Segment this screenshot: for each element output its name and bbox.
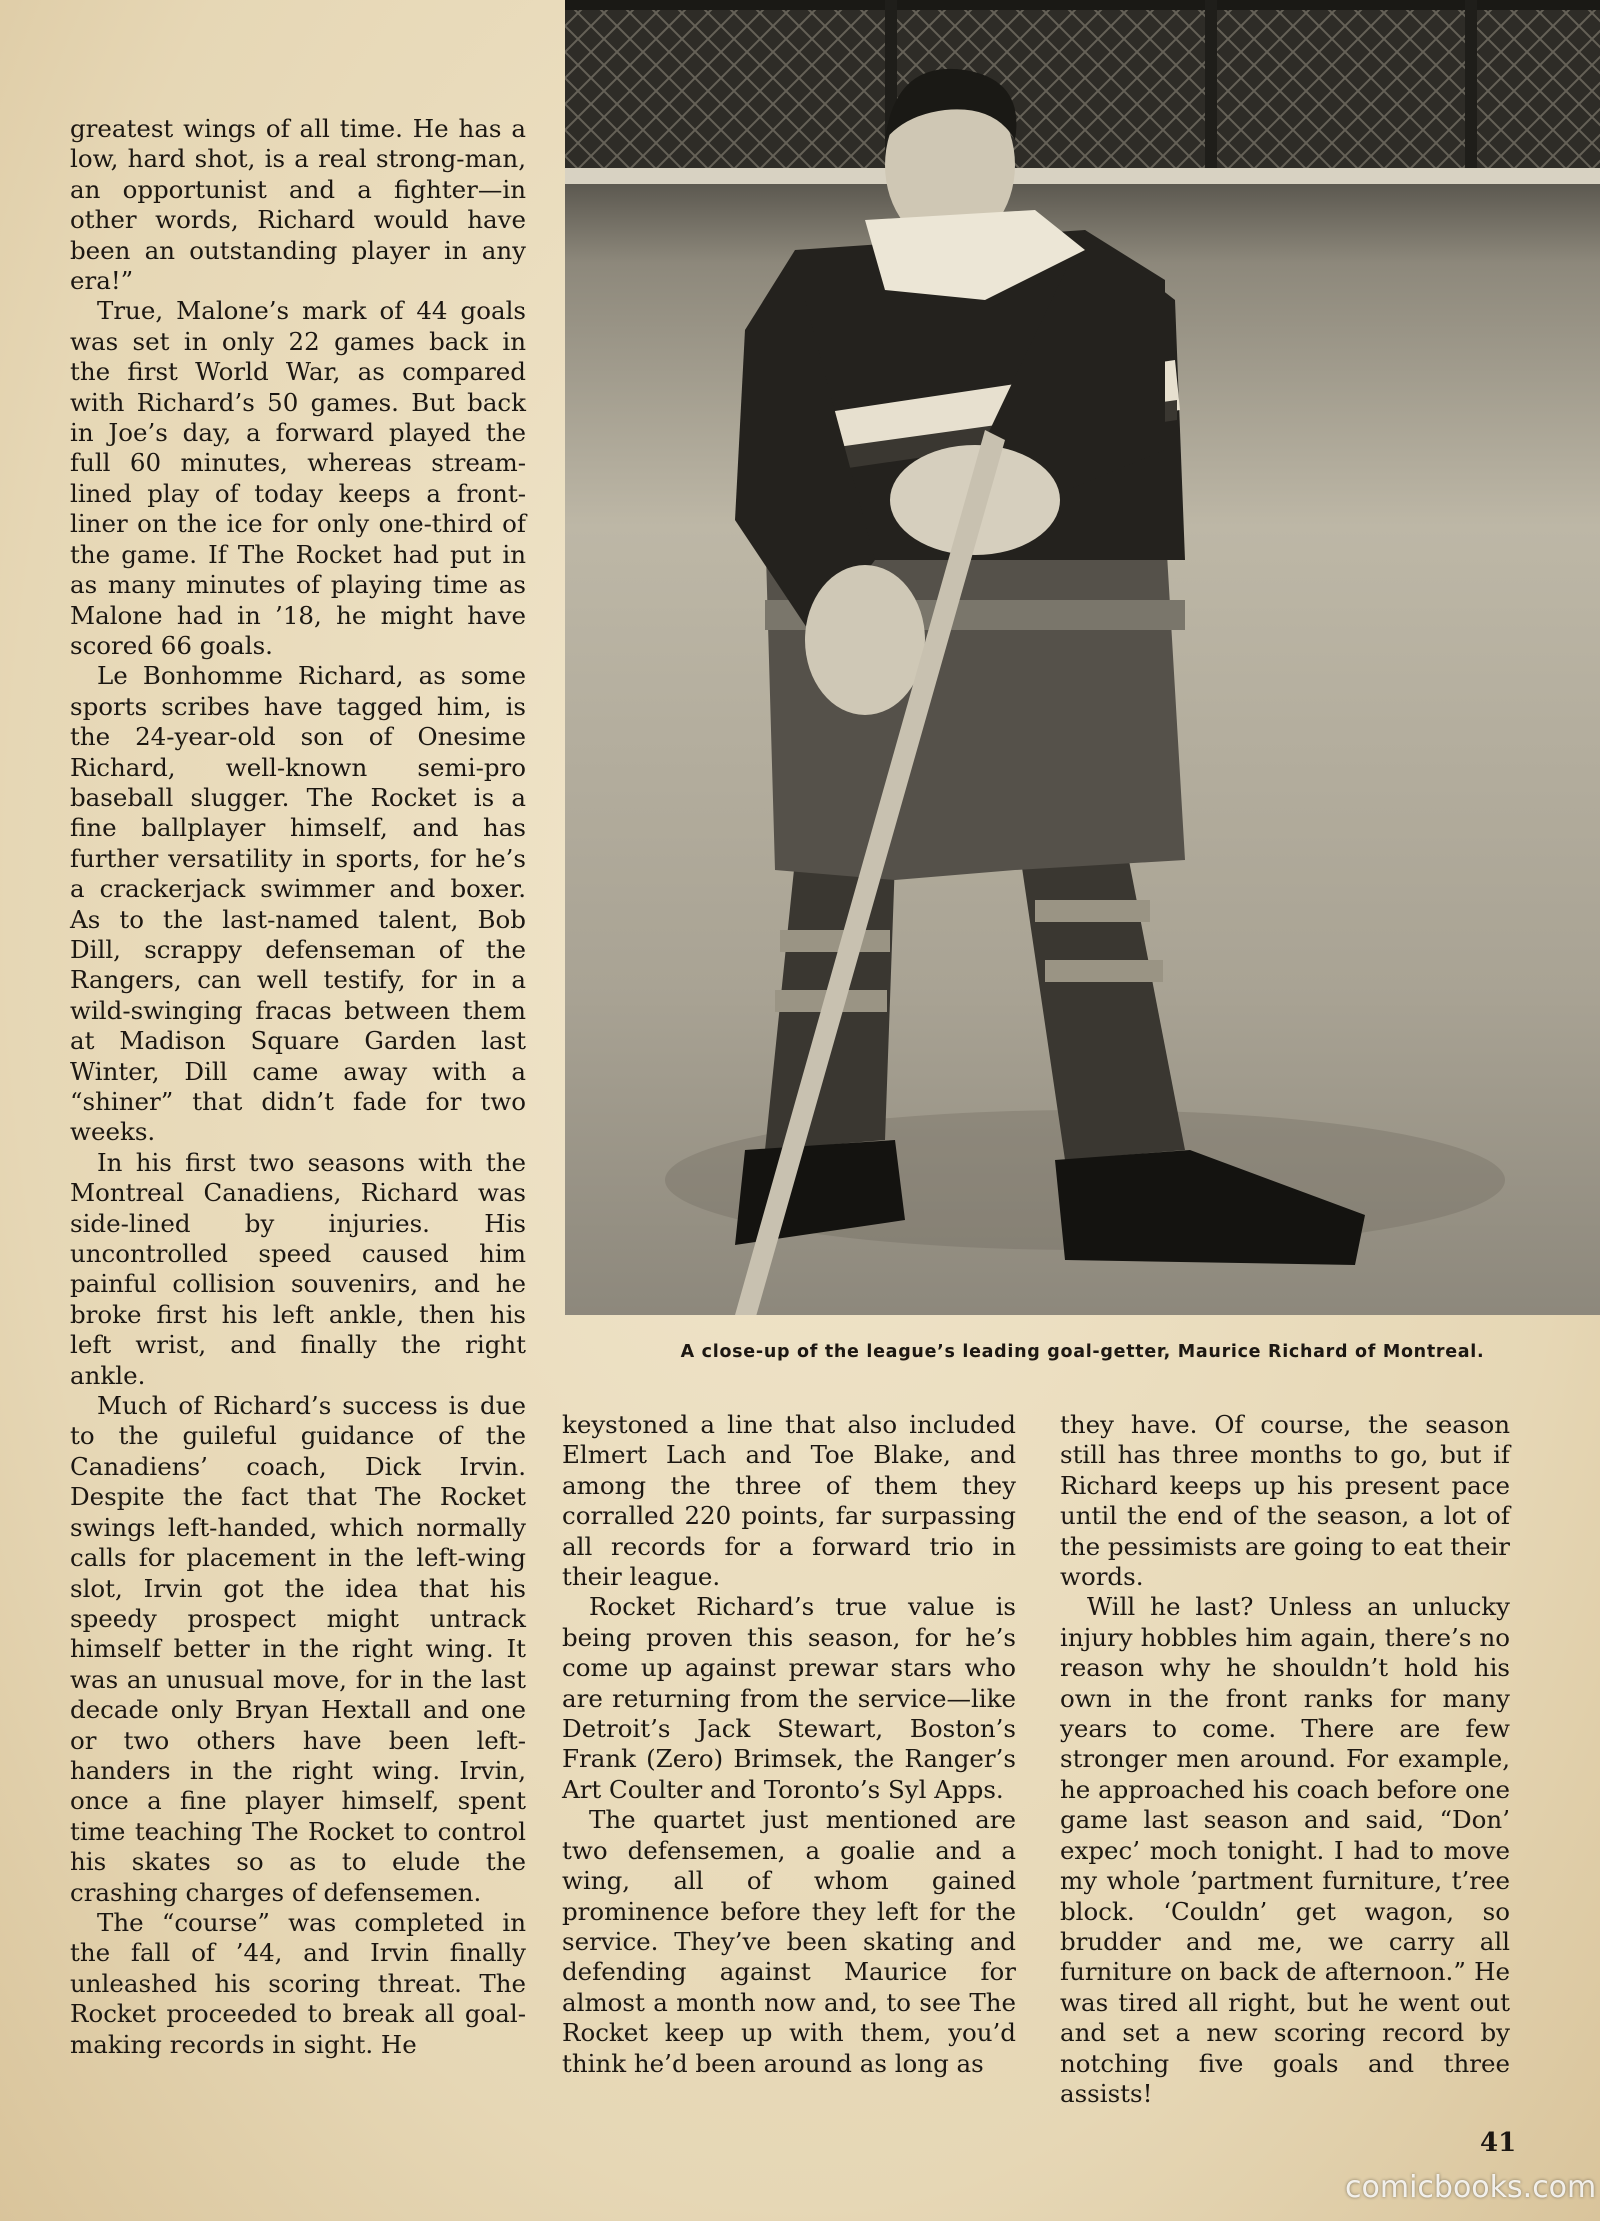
photo-caption: A close-up of the league’s leading goal-getter, Maurice Richard of Montreal. (680, 1342, 1485, 1362)
paragraph: The “course” was completed in the fall of ’44, and Irvin finally unleashed his scoring threat. The Rocket proceeded to break all goal-making records in sight. He (70, 1907, 526, 2059)
paragraph: True, Malone’s mark of 44 goals was set in only 22 games back in the first World War, as compared with Richard’s 50 games. But back in Joe’s day, a forward played the full 60 minutes, whereas stream-lined play of today keeps a front-liner on the ice for only one-third of the game. If The Rocket had put in as many minutes of playing time as Malone had in ’18, he might have scored 66 goals. (70, 296, 526, 660)
paragraph: they have. Of course, the season still has three months to go, but if Richard keeps up his present pace until the end of the season, a lot of the pessimists are going to eat their words. (1060, 1410, 1510, 1592)
article-column-1 (70, 114, 526, 2060)
player-illustration (565, 0, 1600, 1315)
article-column-3 (1060, 1410, 1510, 2109)
paragraph: keystoned a line that also included Elmert Lach and Toe Blake, and among the three of them they corralled 220 points, far surpassing all records for a forward trio in their league. (562, 1410, 1016, 1592)
article-column-2 (562, 1410, 1016, 2079)
paragraph: Rocket Richard’s true value is being proven this season, for he’s come up against prewar stars who are returning from the service—like Detroit’s Jack Stewart, Boston’s Frank (Zero) Brimsek, the Ranger’s Art Coulter and Toronto’s Syl Apps. (562, 1592, 1016, 1804)
paragraph: Le Bonhomme Richard, as some sports scribes have tagged him, is the 24-year-old son of Onesime Richard, well-known semi-pro baseball slugger. The Rocket is a fine ballplayer himself, and has further versatility in sports, for he’s a crackerjack swimmer and boxer. As to the last-named talent, Bob Dill, scrappy defenseman of the Rangers, can well testify, for in a wild-swinging fracas between them at Madison Square Garden last Winter, Dill came away with a “shiner” that didn’t fade for two weeks. (70, 661, 526, 1147)
watermark: comicbooks.com (1345, 2170, 1597, 2205)
page-number: 41 (1480, 2128, 1517, 2158)
paragraph: greatest wings of all time. He has a low, hard shot, is a real strong-man, an opportunist and a fighter—in other words, Richard would have been an outstanding player in any era!” (70, 114, 526, 296)
paragraph: Will he last? Unless an unlucky injury hobbles him again, there’s no reason why he shouldn’t hold his own in the front ranks for many years to come. There are few stronger men around. For example, he approached his coach before one game last season and said, “Don’ expec’ moch tonight. I had to move my whole ’partment furniture, t’ree block. ‘Couldn’ get wagon, so brudder and me, we carry all furniture on back de afternoon.” He was tired all right, but he went out and set a new scoring record by notching five goals and three assists! (1060, 1592, 1510, 2108)
paragraph: In his first two seasons with the Montreal Canadiens, Richard was side-lined by injuries. His uncontrolled speed caused him painful collision souvenirs, and he broke first his left ankle, then his left wrist, and finally the right ankle. (70, 1147, 526, 1390)
paragraph: The quartet just mentioned are two defensemen, a goalie and a wing, all of whom gained prominence before they left for the service. They’ve been skating and defending against Maurice for almost a month now and, to see The Rocket keep up with them, you’d think he’d been around as long as (562, 1805, 1016, 2078)
hockey-player-photo (565, 0, 1600, 1315)
paragraph: Much of Richard’s success is due to the guileful guidance of the Canadiens’ coach, Dick Irvin. Despite the fact that The Rocket swings left-handed, which normally calls for placement in the left-wing slot, Irvin got the idea that his speedy prospect might untrack himself better in the right wing. It was an unusual move, for in the last decade only Bryan Hextall and one or two others have been left-handers in the right wing. Irvin, once a fine player himself, spent time teaching The Rocket to control his skates so as to elude the crashing charges of defensemen. (70, 1391, 526, 1907)
